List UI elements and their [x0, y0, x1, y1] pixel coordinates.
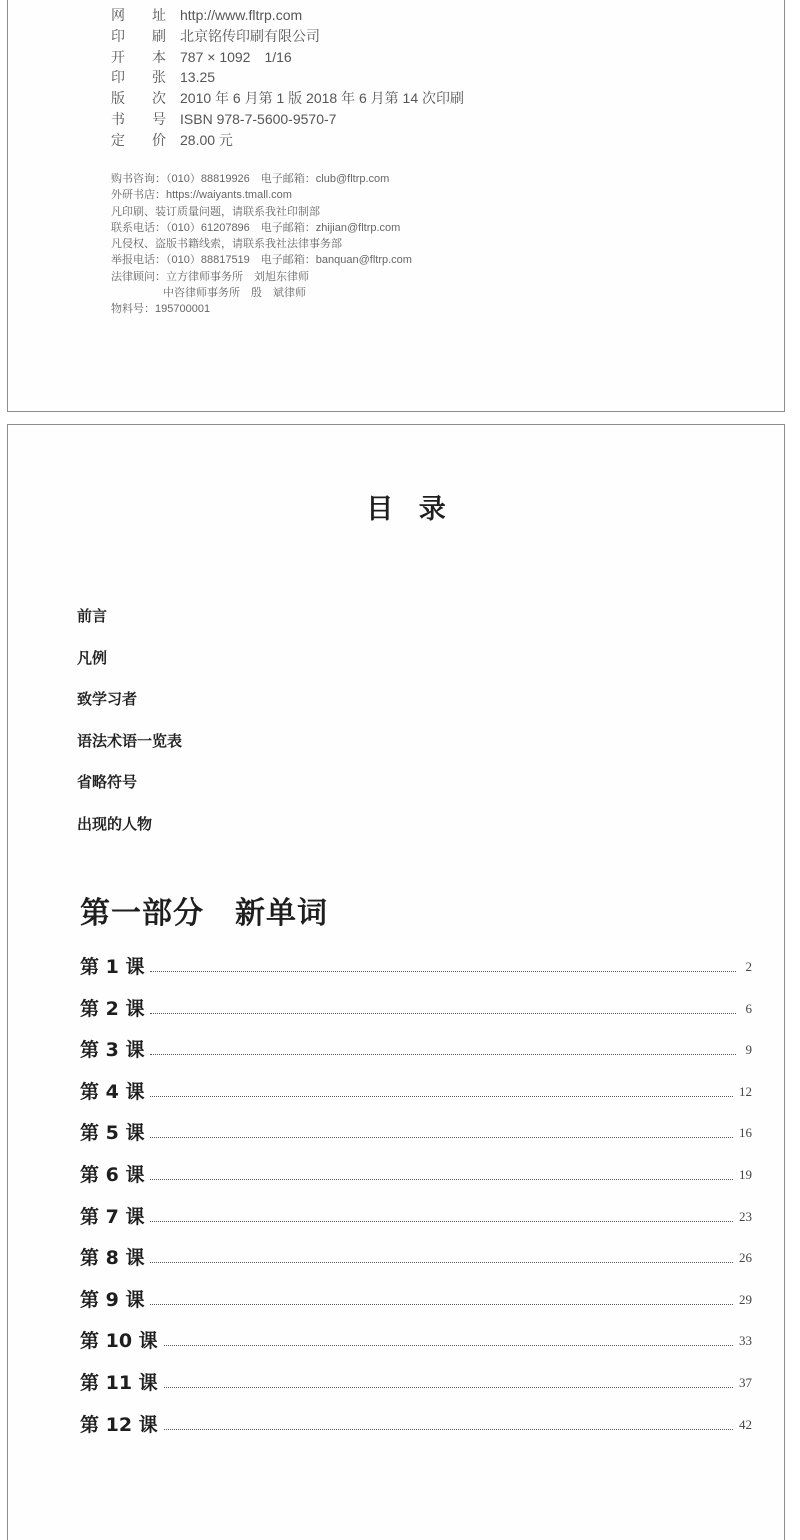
field-label: 定 价 — [111, 131, 166, 148]
lesson-row — [80, 1371, 752, 1413]
dot-leader — [164, 1345, 733, 1346]
lesson-page-number: 9 — [745, 1042, 752, 1058]
lesson-row — [80, 1163, 752, 1205]
lesson-row — [80, 1080, 752, 1122]
lesson-label: 第 6 课 — [80, 1163, 145, 1186]
lesson-row — [80, 1288, 752, 1330]
front-matter-item: 语法术语一览表 — [77, 731, 183, 750]
field-label: 书 号 — [111, 110, 166, 127]
front-matter-item: 出现的人物 — [77, 814, 153, 833]
part-one-title: 第一部分 新单词 — [80, 896, 328, 931]
field-format — [111, 47, 711, 68]
field-label: 印 刷 — [111, 27, 166, 44]
lesson-page-number: 29 — [739, 1291, 752, 1307]
lesson-label: 第 2 课 — [80, 997, 145, 1020]
front-matter-list — [77, 606, 477, 856]
lesson-label: 第 8 课 — [80, 1247, 145, 1270]
note-piracy: 凡侵权、盗版书籍线索，请联系我社法律事务部 — [111, 238, 342, 250]
field-value: 787 × 1092 1/16 — [180, 48, 292, 65]
front-matter-item: 省略符号 — [77, 773, 138, 792]
lesson-page-number: 37 — [739, 1374, 752, 1390]
dot-leader — [150, 1179, 733, 1180]
lesson-row — [80, 1329, 752, 1371]
lesson-page-number: 26 — [739, 1250, 752, 1266]
field-label: 网 址 — [111, 7, 166, 23]
field-label: 开 本 — [111, 48, 166, 65]
field-label: 版 次 — [111, 90, 166, 107]
dot-leader — [164, 1429, 733, 1430]
front-matter-item: 凡例 — [77, 648, 108, 667]
note-legal-counsel: 法律顾问：立方律师事务所 刘旭东律师 — [111, 270, 309, 283]
dot-leader — [150, 1221, 733, 1222]
lesson-label: 第 1 课 — [80, 956, 145, 978]
note-print-quality: 凡印刷、装订质量问题，请联系我社印制部 — [111, 205, 320, 218]
note-report-contact: 举报电话：（010）88817519 电子邮箱：banquan@fltrp.com — [111, 254, 412, 267]
lesson-list — [80, 955, 752, 1454]
publication-details — [111, 5, 711, 151]
field-label: 印 张 — [111, 69, 166, 86]
lesson-page-number: 33 — [739, 1333, 752, 1349]
field-value: http://www.fltrp.com — [180, 7, 303, 23]
lesson-row — [80, 1205, 752, 1247]
lesson-page-number: 12 — [739, 1083, 752, 1099]
field-value: 北京铭传印刷有限公司 — [180, 27, 320, 44]
note-quality-contact: 联系电话：（010）61207896 电子邮箱：zhijian@fltrp.com — [111, 221, 401, 234]
dot-leader — [164, 1387, 733, 1388]
dot-leader — [150, 1304, 733, 1305]
note-purchase-inquiry: 购书咨询：（010）88819926 电子邮箱：club@fltrp.com — [111, 173, 390, 185]
field-printer — [111, 26, 711, 47]
note-material-number: 物料号：195700001 — [111, 303, 211, 315]
front-matter-item: 前言 — [77, 607, 108, 625]
field-value: 13.25 — [180, 69, 216, 86]
lesson-row — [80, 1413, 752, 1455]
field-edition — [111, 88, 711, 109]
lesson-label: 第 12 课 — [80, 1413, 158, 1436]
lesson-row — [80, 1038, 752, 1080]
field-value: 2010 年 6 月第 1 版 2018 年 6 月第 14 次印刷 — [180, 90, 465, 107]
lesson-page-number: 23 — [739, 1208, 752, 1224]
dot-leader — [150, 971, 736, 972]
lesson-label: 第 10 课 — [80, 1330, 158, 1353]
dot-leader — [150, 1054, 736, 1055]
lesson-label: 第 4 课 — [80, 1080, 145, 1103]
lesson-row — [80, 955, 752, 997]
lesson-page-number: 16 — [739, 1125, 752, 1141]
note-online-store: 外研书店：https://waiyants.tmall.com — [111, 189, 292, 202]
lesson-label: 第 5 课 — [80, 1122, 145, 1145]
field-isbn — [111, 109, 711, 130]
front-matter-item: 致学习者 — [77, 690, 138, 709]
lesson-page-number: 6 — [745, 1000, 752, 1016]
lesson-page-number: 42 — [739, 1416, 752, 1432]
lesson-label: 第 9 课 — [80, 1288, 145, 1311]
contact-notes — [111, 171, 711, 317]
dot-leader — [150, 1096, 733, 1097]
toc-title: 目 录 — [366, 494, 454, 525]
field-value: ISBN 978-7-5600-9570-7 — [180, 110, 337, 127]
dot-leader — [150, 1013, 736, 1014]
dot-leader — [150, 1262, 733, 1263]
lesson-page-number: 19 — [739, 1166, 752, 1182]
field-value: 28.00 元 — [180, 131, 233, 148]
lesson-page-number: 2 — [745, 959, 752, 974]
field-sheets — [111, 67, 711, 88]
dot-leader — [150, 1137, 733, 1138]
lesson-row — [80, 1246, 752, 1288]
lesson-label: 第 3 课 — [80, 1039, 145, 1062]
field-price — [111, 130, 711, 151]
field-website — [111, 5, 711, 26]
lesson-label: 第 7 课 — [80, 1205, 145, 1228]
lesson-row — [80, 1121, 752, 1163]
note-legal-counsel-2: 中咨律师事务所 殷 斌律师 — [163, 286, 306, 299]
lesson-label: 第 11 课 — [80, 1371, 158, 1394]
lesson-row — [80, 997, 752, 1039]
